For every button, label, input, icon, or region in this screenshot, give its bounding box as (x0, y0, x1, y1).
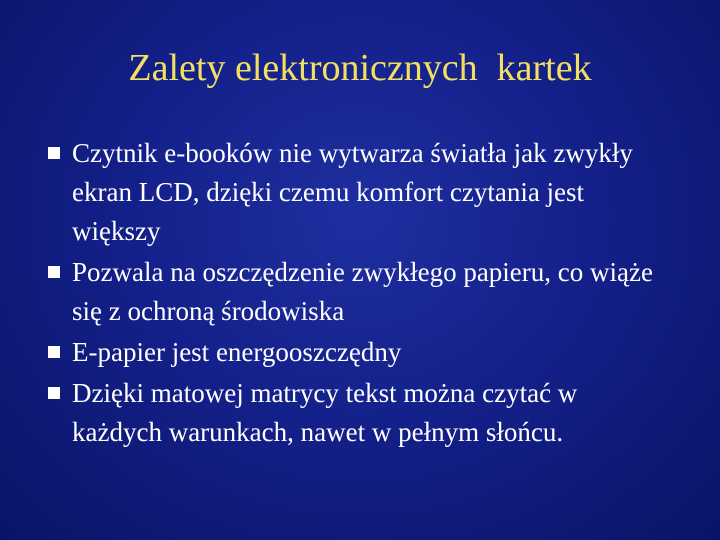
bullet-text: Pozwala na oszczędzenie zwykłego papieru, co wiąże się z ochroną środowiska (72, 257, 653, 326)
bullet-text: Dzięki matowej matrycy tekst można czytać w każdych warunkach, nawet w pełnym słońcu. (72, 378, 578, 447)
square-bullet-icon (48, 147, 60, 159)
square-bullet-icon (48, 346, 60, 358)
bullet-text: E-papier jest energooszczędny (72, 337, 402, 367)
bullet-item (48, 253, 668, 331)
bullet-item (48, 333, 668, 372)
square-bullet-icon (48, 266, 60, 278)
bullet-list (48, 134, 668, 454)
slide-title: Zalety elektronicznych kartek (128, 47, 592, 89)
bullet-item (48, 134, 668, 251)
bullet-item (48, 374, 668, 452)
square-bullet-icon (48, 387, 60, 399)
bullet-text: Czytnik e-booków nie wytwarza światła jak zwykły ekran LCD, dzięki czemu komfort czytania jest większy (72, 138, 633, 246)
